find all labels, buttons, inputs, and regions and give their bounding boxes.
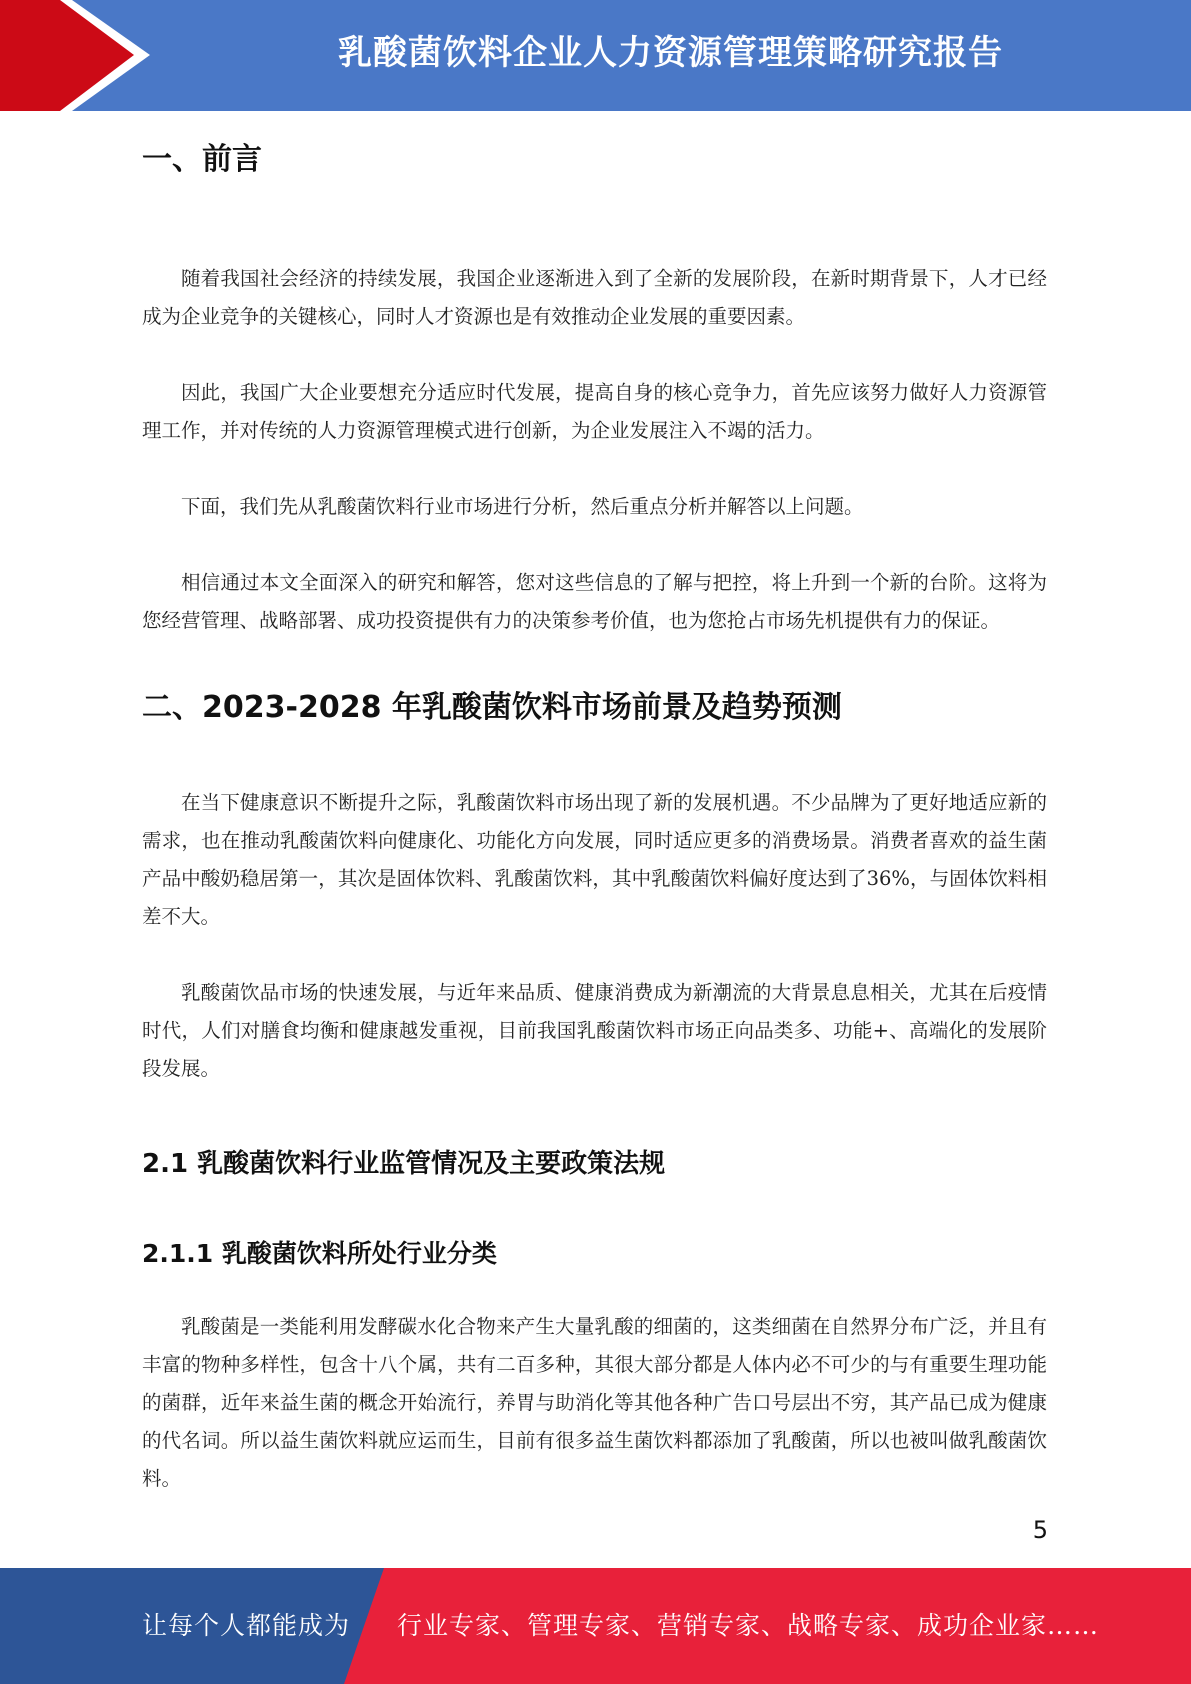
section-1-paragraph-2: 因此，我国广大企业要想充分适应时代发展，提高自身的核心竞争力，首先应该努力做好人力资源管理工作，并对传统的人力资源管理模式进行创新，为企业发展注入不竭的活力。 <box>142 381 1047 442</box>
section-2-paragraph-2: 乳酸菌饮品市场的快速发展，与近年来品质、健康消费成为新潮流的大背景息息相关，尤其在后疫情时代，人们对膳食均衡和健康越发重视，目前我国乳酸菌饮料市场正向品类多、功能+、高端化的发展阶段发展。 <box>142 981 1047 1080</box>
report-title: 乳酸菌饮料企业人力资源管理策略研究报告 <box>338 33 1003 73</box>
page-header <box>0 0 1191 111</box>
section-2-paragraph-1: 在当下健康意识不断提升之际，乳酸菌饮料市场出现了新的发展机遇。不少品牌为了更好地适应新的需求，也在推动乳酸菌饮料向健康化、功能化方向发展，同时适应更多的消费场景。消费者喜欢的益生菌产品中酸奶稳居第一，其次是固体饮料、乳酸菌饮料，其中乳酸菌饮料偏好度达到了36%，与固体饮料相差不大。 <box>142 791 1047 928</box>
footer-slogan: 让每个人都能成为 <box>142 1611 351 1640</box>
section-2-1-1-paragraph-1: 乳酸菌是一类能利用发酵碳水化合物来产生大量乳酸的细菌的，这类细菌在自然界分布广泛，并且有丰富的物种多样性，包含十八个属，共有二百多种，其很大部分都是人体内必不可少的与有重要生理功能的菌群，近年来益生菌的概念开始流行，养胃与助消化等其他各种广告口号层出不穷，其产品已成为健康的代名词。所以益生菌饮料就应运而生，目前有很多益生菌饮料都添加了乳酸菌，所以也被叫做乳酸菌饮料。 <box>142 1315 1047 1490</box>
page-footer <box>0 1568 1191 1684</box>
section-1-paragraph-3: 下面，我们先从乳酸菌饮料行业市场进行分析，然后重点分析并解答以上问题。 <box>181 495 864 518</box>
section-2-1-1-heading: 2.1.1 乳酸菌饮料所处行业分类 <box>142 1239 497 1268</box>
page-content <box>142 136 1047 1498</box>
footer-roles: 行业专家、管理专家、营销专家、战略专家、成功企业家…… <box>397 1611 1100 1640</box>
section-2-heading: 二、2023-2028 年乳酸菌饮料市场前景及趋势预测 <box>142 690 842 725</box>
page-number: 5 <box>1032 1516 1048 1544</box>
section-1-heading: 一、前言 <box>142 142 262 177</box>
header-arrow-decoration <box>0 0 160 111</box>
section-1-paragraph-4: 相信通过本文全面深入的研究和解答，您对这些信息的了解与把控，将上升到一个新的台阶。这将为您经营管理、战略部署、成功投资提供有力的决策参考价值，也为您抢占市场先机提供有力的保证。 <box>142 571 1047 632</box>
section-1-paragraph-1: 随着我国社会经济的持续发展，我国企业逐渐进入到了全新的发展阶段，在新时期背景下，人才已经成为企业竞争的关键核心，同时人才资源也是有效推动企业发展的重要因素。 <box>142 267 1047 328</box>
section-2-1-heading: 2.1 乳酸菌饮料行业监管情况及主要政策法规 <box>142 1149 666 1179</box>
